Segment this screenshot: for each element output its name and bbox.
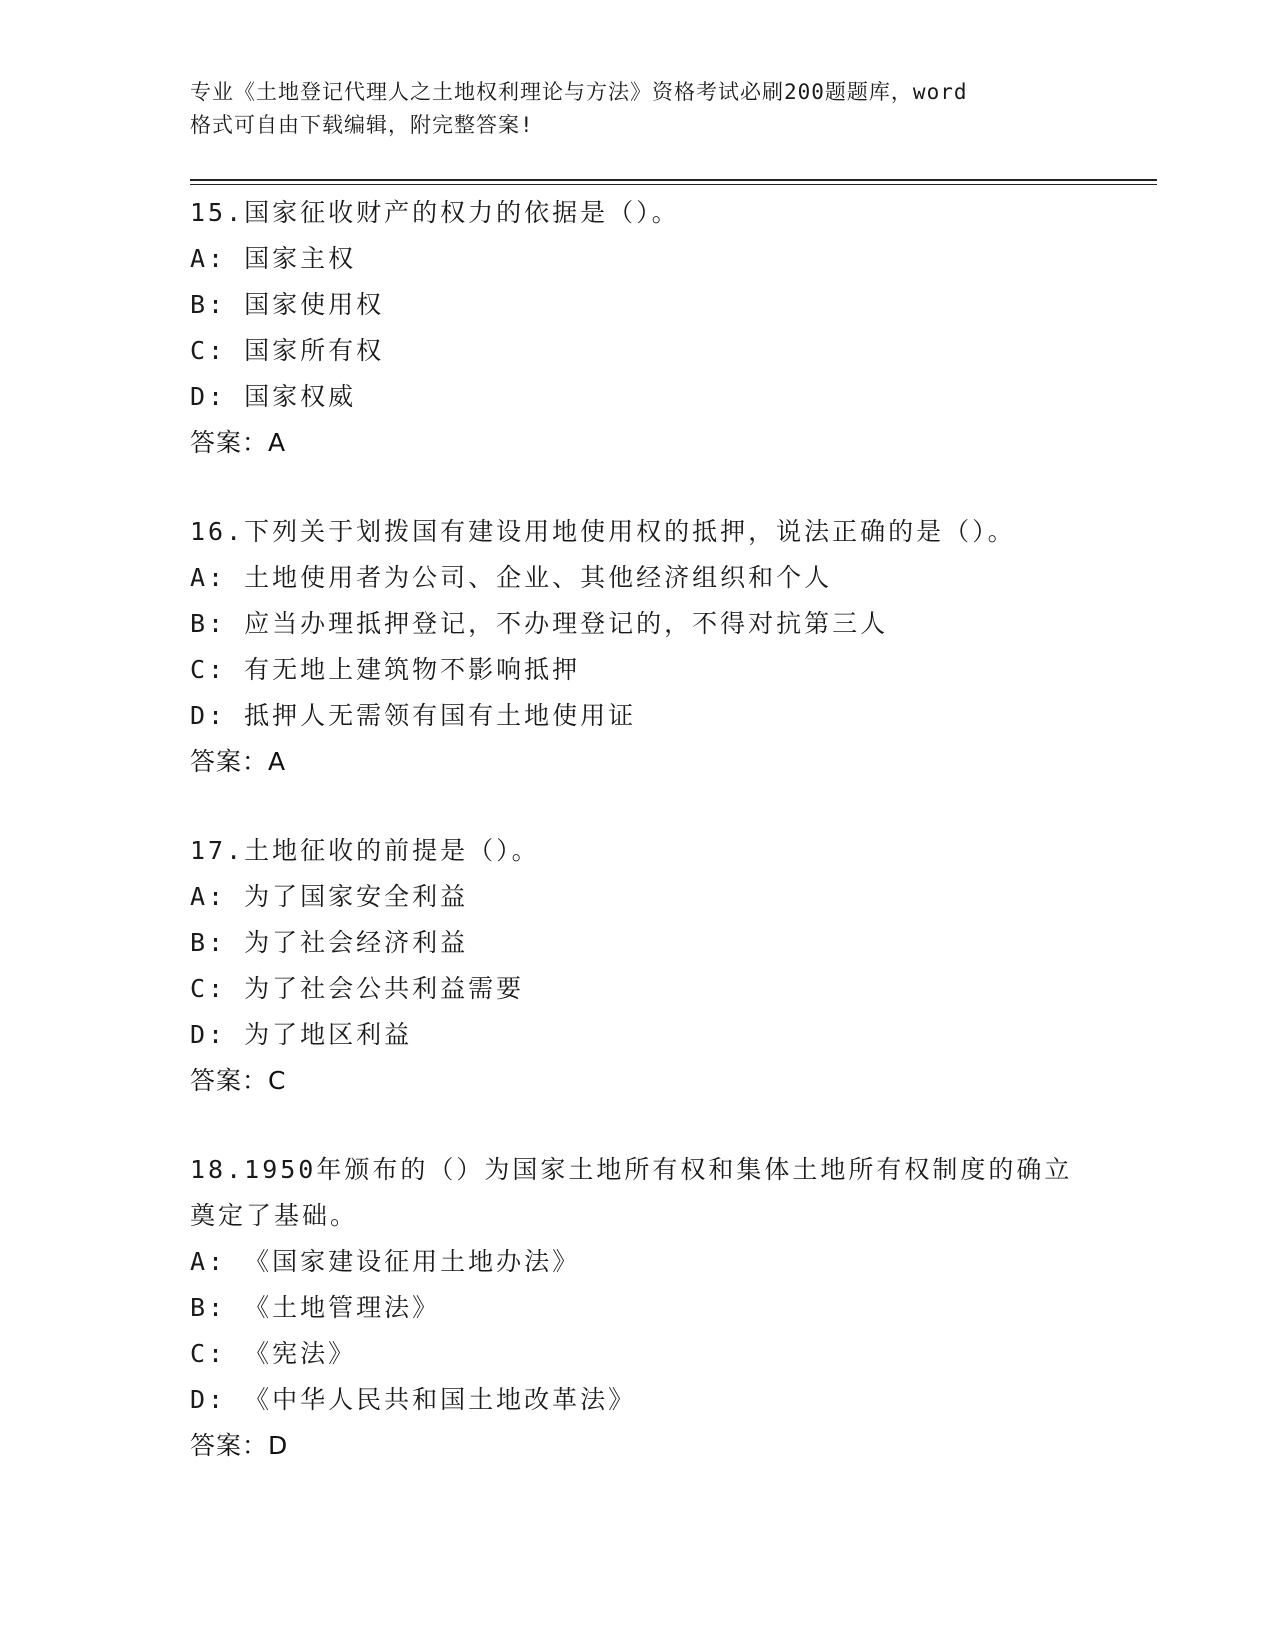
document-header <box>190 76 1090 142</box>
answer-label: 答案：A <box>190 428 287 457</box>
question-16 <box>190 509 1150 785</box>
option-b: B: 《土地管理法》 <box>190 1293 441 1322</box>
option-c: C: 为了社会公共利益需要 <box>190 974 525 1003</box>
option-c: C: 国家所有权 <box>190 336 385 365</box>
header-line-2: 格式可自由下载编辑，附完整答案! <box>190 113 534 137</box>
answer-label: 答案：C <box>190 1066 287 1095</box>
option-a: A: 《国家建设征用土地办法》 <box>190 1247 581 1276</box>
option-d: D: 《中华人民共和国土地改革法》 <box>190 1385 637 1414</box>
option-d: D: 为了地区利益 <box>190 1020 413 1049</box>
question-17 <box>190 828 1150 1104</box>
answer-label: 答案：A <box>190 747 287 776</box>
question-stem: 16.下列关于划拨国有建设用地使用权的抵押，说法正确的是（）。 <box>190 517 1016 546</box>
question-stem-line-1: 18.1950年颁布的（）为国家土地所有权和集体土地所有权制度的确立 <box>190 1155 1073 1184</box>
option-b: B: 国家使用权 <box>190 290 385 319</box>
option-a: A: 国家主权 <box>190 244 357 273</box>
question-stem: 15.国家征收财产的权力的依据是（）。 <box>190 198 680 227</box>
header-divider-thin <box>190 184 1157 185</box>
header-divider-thick <box>190 179 1157 181</box>
option-c: C: 有无地上建筑物不影响抵押 <box>190 655 581 684</box>
option-a: A: 为了国家安全利益 <box>190 882 469 911</box>
answer-label: 答案：D <box>190 1431 289 1460</box>
question-18 <box>190 1147 1150 1469</box>
header-line-1: 专业《土地登记代理人之土地权利理论与方法》资格考试必刷200题题库，word <box>190 80 968 104</box>
question-stem: 17.土地征收的前提是（）。 <box>190 836 540 865</box>
option-a: A: 土地使用者为公司、企业、其他经济组织和个人 <box>190 563 833 592</box>
option-d: D: 抵押人无需领有国有土地使用证 <box>190 701 637 730</box>
option-d: D: 国家权威 <box>190 382 357 411</box>
option-b: B: 应当办理抵押登记，不办理登记的，不得对抗第三人 <box>190 609 889 638</box>
option-b: B: 为了社会经济利益 <box>190 928 469 957</box>
question-stem-line-2: 奠定了基础。 <box>190 1201 359 1230</box>
option-c: C: 《宪法》 <box>190 1339 357 1368</box>
question-15 <box>190 190 1150 466</box>
